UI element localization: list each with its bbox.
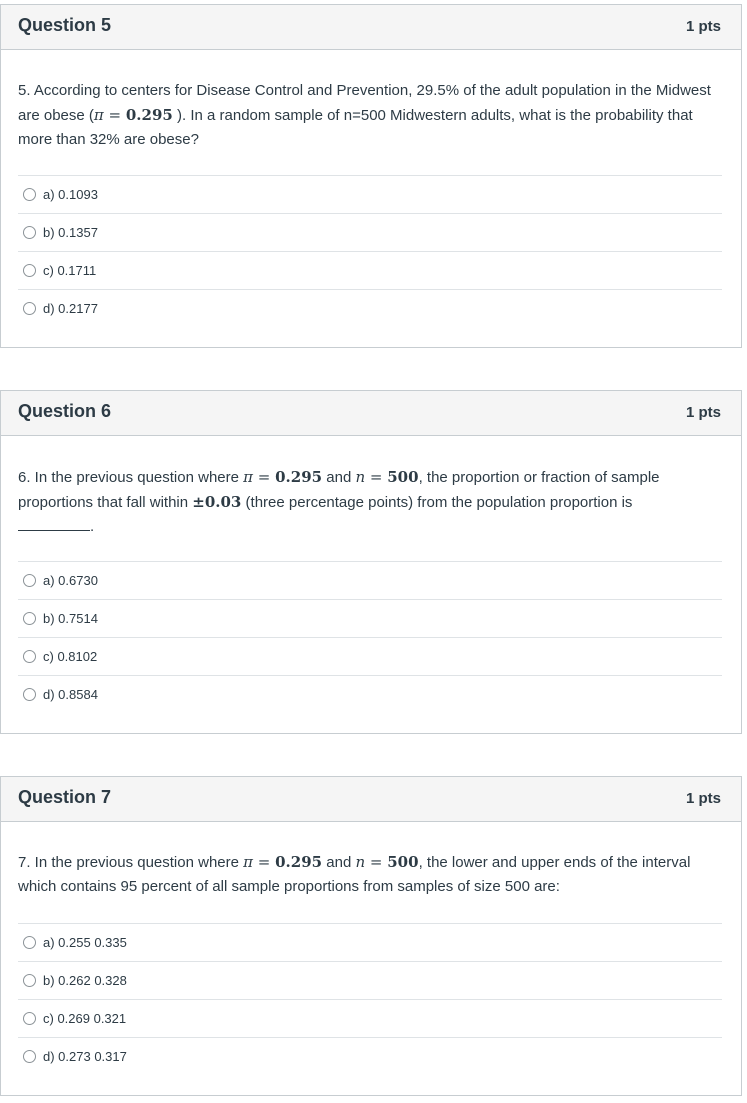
answer-label: b) 0.262 0.328 bbox=[43, 973, 127, 988]
answer-label: b) 0.7514 bbox=[43, 611, 98, 626]
question-text-part: 5. According to centers for Disease Control and Prevention, 29.5% of the adult population in the Midwest are obese ( bbox=[18, 82, 711, 124]
answer-label: c) 0.1711 bbox=[43, 263, 97, 278]
math-variable: π bbox=[243, 853, 253, 871]
question-text-part: . bbox=[90, 518, 95, 535]
math-variable: π bbox=[243, 468, 253, 486]
question-points: 1 pts bbox=[685, 404, 721, 421]
math-expression bbox=[94, 106, 173, 124]
radio-button[interactable] bbox=[23, 264, 36, 277]
fill-in-blank-line bbox=[18, 517, 90, 531]
math-value: 500 bbox=[387, 468, 419, 486]
radio-button[interactable] bbox=[23, 688, 36, 701]
radio-button[interactable] bbox=[23, 188, 36, 201]
answer-option-b[interactable] bbox=[18, 213, 722, 251]
radio-button[interactable] bbox=[23, 226, 36, 239]
math-value: ±0.03 bbox=[192, 493, 242, 511]
question-title: Question 7 bbox=[18, 787, 112, 807]
radio-button[interactable] bbox=[23, 612, 36, 625]
answer-label: a) 0.6730 bbox=[43, 573, 98, 588]
answer-option-b[interactable] bbox=[18, 599, 722, 637]
answer-list bbox=[18, 175, 722, 327]
math-expression bbox=[243, 853, 322, 871]
answer-option-a[interactable] bbox=[18, 175, 722, 213]
question-text-part: and bbox=[322, 854, 356, 871]
math-equals: = bbox=[253, 468, 276, 486]
question-title: Question 6 bbox=[18, 401, 112, 421]
answer-option-c[interactable] bbox=[18, 637, 722, 675]
question-points: 1 pts bbox=[685, 18, 721, 35]
question-text-part: and bbox=[322, 469, 356, 486]
math-equals: = bbox=[365, 853, 388, 871]
question-text-part: , the lower and upper ends of the interval which contains 95 percent of all sample proportions from samples of size 500 are: bbox=[18, 854, 691, 895]
question-text-part: ). In a random sample of n=500 Midwestern adults, what is the probability that more than 32% are obese? bbox=[18, 107, 693, 148]
math-equals: = bbox=[103, 106, 126, 124]
question-card-7 bbox=[0, 776, 742, 1096]
answer-label: a) 0.1093 bbox=[43, 187, 98, 202]
answer-label: a) 0.255 0.335 bbox=[43, 935, 127, 950]
question-header bbox=[1, 777, 741, 822]
answer-option-d[interactable] bbox=[18, 1037, 722, 1075]
question-text-part: 6. In the previous question where bbox=[18, 469, 244, 486]
math-expression bbox=[243, 468, 322, 486]
question-text-part: (three percentage points) from the population proportion is bbox=[241, 494, 633, 511]
answer-option-d[interactable] bbox=[18, 289, 722, 327]
math-value: 0.295 bbox=[275, 853, 323, 871]
question-text bbox=[18, 79, 718, 152]
question-text bbox=[18, 465, 718, 539]
answer-list bbox=[18, 923, 722, 1075]
answer-list bbox=[18, 561, 722, 713]
answer-option-a[interactable] bbox=[18, 561, 722, 599]
radio-button[interactable] bbox=[23, 650, 36, 663]
math-value: 500 bbox=[387, 853, 419, 871]
question-text-part: 7. In the previous question where bbox=[18, 854, 244, 871]
radio-button[interactable] bbox=[23, 936, 36, 949]
math-value: 0.295 bbox=[275, 468, 323, 486]
question-card-6 bbox=[0, 390, 742, 734]
math-expression bbox=[355, 468, 418, 486]
answer-label: d) 0.273 0.317 bbox=[43, 1049, 127, 1064]
radio-button[interactable] bbox=[23, 1050, 36, 1063]
question-text-part: , the proportion or fraction of sample proportions that fall within bbox=[18, 469, 660, 511]
radio-button[interactable] bbox=[23, 974, 36, 987]
question-points: 1 pts bbox=[685, 790, 721, 807]
radio-button[interactable] bbox=[23, 574, 36, 587]
answer-label: b) 0.1357 bbox=[43, 225, 98, 240]
math-variable: π bbox=[93, 106, 104, 124]
question-title: Question 5 bbox=[18, 15, 112, 35]
math-expression bbox=[192, 493, 241, 511]
answer-option-b[interactable] bbox=[18, 961, 722, 999]
math-expression bbox=[355, 853, 418, 871]
answer-label: c) 0.8102 bbox=[43, 649, 98, 664]
answer-label: d) 0.2177 bbox=[43, 301, 98, 316]
answer-option-a[interactable] bbox=[18, 923, 722, 961]
answer-option-d[interactable] bbox=[18, 675, 722, 713]
radio-button[interactable] bbox=[23, 1012, 36, 1025]
answer-option-c[interactable] bbox=[18, 999, 722, 1037]
question-text bbox=[18, 850, 718, 899]
question-card-5 bbox=[0, 4, 742, 348]
math-value: 0.295 bbox=[125, 106, 173, 124]
question-header bbox=[1, 5, 741, 50]
math-variable: n bbox=[355, 853, 366, 871]
math-equals: = bbox=[253, 853, 276, 871]
radio-button[interactable] bbox=[23, 302, 36, 315]
answer-label: d) 0.8584 bbox=[43, 687, 98, 702]
question-header bbox=[1, 391, 741, 436]
answer-label: c) 0.269 0.321 bbox=[43, 1011, 127, 1026]
math-variable: n bbox=[355, 468, 366, 486]
math-equals: = bbox=[365, 468, 388, 486]
answer-option-c[interactable] bbox=[18, 251, 722, 289]
